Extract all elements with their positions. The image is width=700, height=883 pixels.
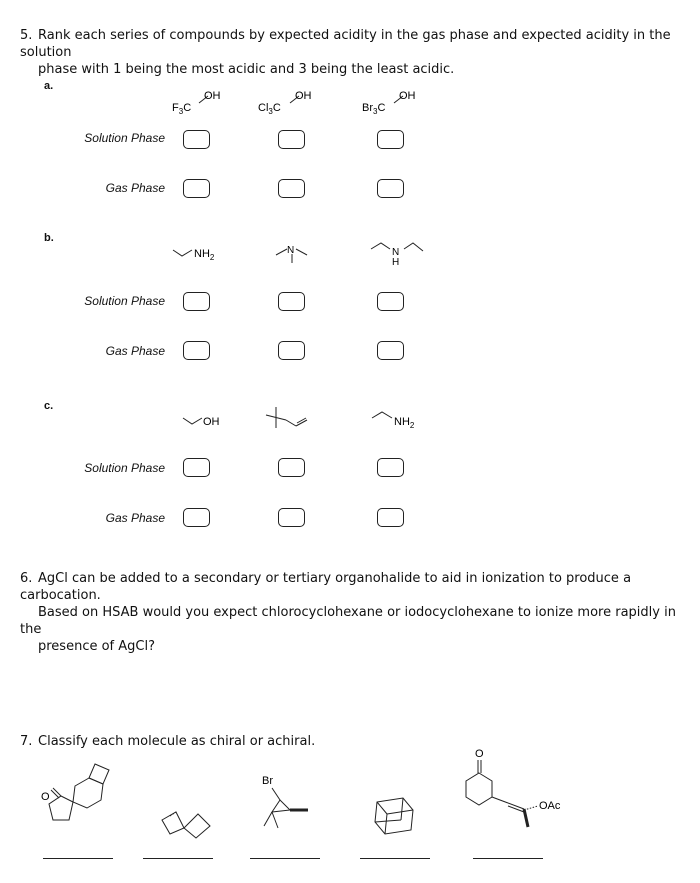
o-label: O: [41, 791, 50, 803]
rank-box-c-solution-3[interactable]: [377, 458, 404, 477]
br-label: Br: [262, 775, 273, 787]
rank-box-a-gas-1[interactable]: [183, 179, 210, 198]
rank-box-c-gas-2[interactable]: [278, 508, 305, 527]
molecule-trimethylamine: [270, 238, 315, 266]
question-text-line1: Rank each series of compounds by expected acidity in the gas phase and expected acidity in the solution: [20, 28, 671, 60]
oac-label: OAc: [539, 800, 561, 812]
row-label-solution-b: Solution Phase: [84, 294, 165, 308]
molecule-cl3c-ethanol: [254, 86, 319, 116]
row-label-gas-b: Gas Phase: [105, 344, 165, 358]
rank-box-b-gas-1[interactable]: [183, 341, 210, 360]
rank-box-c-solution-1[interactable]: [183, 458, 210, 477]
molecule-f3c-ethanol: [168, 86, 228, 116]
question-text: Classify each molecule as chiral or achiral.: [38, 734, 316, 749]
rank-box-b-solution-3[interactable]: [377, 292, 404, 311]
rank-box-b-gas-3[interactable]: [377, 341, 404, 360]
row-label-solution-c: Solution Phase: [84, 461, 165, 475]
row-label-gas-c: Gas Phase: [105, 511, 165, 525]
rank-box-a-gas-3[interactable]: [377, 179, 404, 198]
question-number: 5.: [20, 28, 33, 43]
oh-label: OH: [204, 90, 221, 102]
rank-box-a-gas-2[interactable]: [278, 179, 305, 198]
rank-box-a-solution-2[interactable]: [278, 130, 305, 149]
br3c-label: $Br_3C$: [362, 102, 386, 116]
f3c-label: $F_3C$: [172, 102, 192, 116]
part-letter-c: c.: [44, 400, 54, 412]
molecule-cyclohexanone-allene: [458, 745, 578, 835]
question-number: 7.: [20, 734, 33, 749]
molecule-diethylamine: [367, 237, 437, 271]
row-label-gas-a: Gas Phase: [105, 181, 165, 195]
question-number: 6.: [20, 571, 33, 586]
rank-box-b-gas-2[interactable]: [278, 341, 305, 360]
molecule-bromocyclopropane: [250, 770, 325, 840]
answer-blank-5[interactable]: [473, 858, 543, 859]
oh-label: OH: [295, 90, 312, 102]
rank-box-c-solution-2[interactable]: [278, 458, 305, 477]
question-text-line1: AgCl can be added to a secondary or tertiary organohalide to aid in ionization to produce a carbocation.: [20, 571, 632, 603]
part-letter-a: a.: [44, 80, 54, 92]
row-label-solution-a: Solution Phase: [84, 131, 165, 145]
answer-blank-4[interactable]: [360, 858, 430, 859]
molecule-ethylamine-c: [368, 408, 438, 434]
question-text-line2: Based on HSAB would you expect chlorocyclohexane or iodocyclohexane to ionize more rapidly in the: [20, 605, 676, 637]
answer-blank-2[interactable]: [143, 858, 213, 859]
molecule-bicyclic-small: [150, 800, 215, 845]
h-label: H: [392, 257, 400, 268]
rank-box-a-solution-3[interactable]: [377, 130, 404, 149]
rank-box-b-solution-2[interactable]: [278, 292, 305, 311]
molecule-alkene: [262, 402, 317, 436]
rank-box-a-solution-1[interactable]: [183, 130, 210, 149]
question-7: [20, 733, 685, 750]
answer-blank-1[interactable]: [43, 858, 113, 859]
oh-label: OH: [399, 90, 416, 102]
n-label: N: [392, 247, 400, 258]
molecule-ethanol: [178, 408, 238, 434]
question-text-line2: phase with 1 being the most acidic and 3 being the least acidic.: [38, 62, 455, 77]
part-letter-b: b.: [44, 232, 54, 244]
cl3c-label: $Cl_3C$: [258, 102, 281, 116]
n-label: N: [287, 245, 295, 256]
molecule-spiro-ketone: [35, 760, 120, 845]
rank-box-c-gas-1[interactable]: [183, 508, 210, 527]
o-label: O: [475, 748, 484, 760]
nh2-label: $NH_2$: [394, 416, 415, 430]
molecule-ethylamine: [168, 240, 238, 266]
rank-box-c-gas-3[interactable]: [377, 508, 404, 527]
question-6: [20, 570, 685, 655]
answer-blank-3[interactable]: [250, 858, 320, 859]
oh-label: OH: [203, 416, 220, 428]
molecule-br3c-ethanol: [358, 86, 423, 116]
question-text-line3: presence of AgCl?: [38, 639, 155, 654]
rank-box-b-solution-1[interactable]: [183, 292, 210, 311]
question-5: [20, 27, 685, 78]
molecule-cage: [365, 790, 425, 845]
nh2-label: $NH_2$: [194, 248, 215, 262]
